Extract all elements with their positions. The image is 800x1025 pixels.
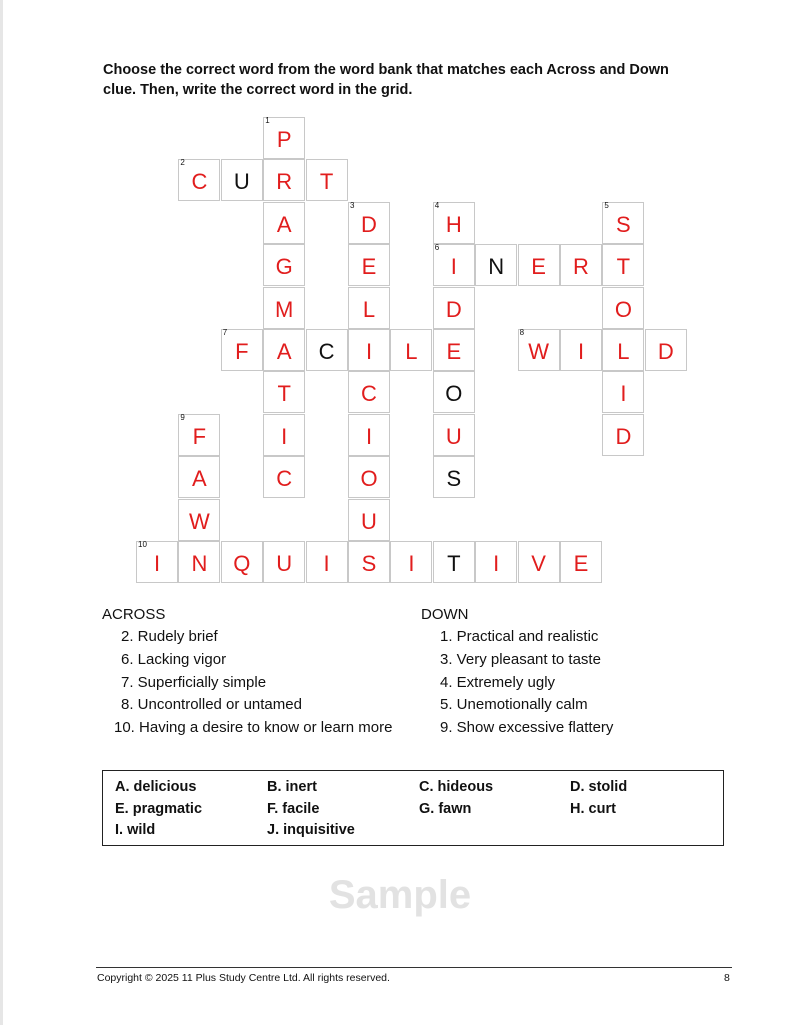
cell-letter: U	[276, 551, 293, 576]
crossword-cell[interactable]	[263, 159, 305, 201]
crossword-cell[interactable]	[433, 371, 475, 413]
cell-letter: S	[616, 211, 631, 237]
cell-letter: N	[191, 551, 208, 576]
crossword-cell[interactable]	[390, 329, 432, 371]
cell-letter: T	[277, 381, 291, 407]
word-bank	[102, 770, 724, 846]
word-bank-item: G. fawn	[419, 801, 472, 817]
crossword-cell[interactable]	[348, 541, 390, 583]
crossword-cell[interactable]	[306, 541, 348, 583]
word-bank-item: B. inert	[267, 779, 317, 795]
cell-letter: E	[573, 551, 589, 576]
clue-number: 4	[434, 200, 440, 210]
cell-letter: O	[614, 296, 632, 322]
cell-letter: C	[318, 339, 335, 364]
cell-letter: P	[276, 127, 292, 152]
crossword-cell[interactable]	[433, 541, 475, 583]
crossword-cell[interactable]	[263, 202, 305, 244]
across-title: ACROSS	[102, 606, 166, 623]
crossword-cell[interactable]	[178, 499, 220, 541]
cell-letter: I	[408, 551, 415, 576]
cell-letter: I	[281, 423, 288, 449]
cell-letter: I	[365, 339, 373, 364]
crossword-cell[interactable]	[348, 371, 390, 413]
crossword-cell[interactable]	[433, 244, 475, 286]
clue-number: 5	[604, 200, 609, 210]
crossword-cell[interactable]	[433, 456, 475, 498]
crossword-cell[interactable]	[263, 456, 305, 498]
clue-number: 9	[180, 412, 185, 422]
crossword-cell[interactable]	[178, 159, 220, 201]
watermark: Sample	[328, 873, 472, 917]
cell-letter: I	[323, 551, 330, 576]
cell-letter: L	[405, 339, 418, 364]
crossword-cell[interactable]	[518, 541, 560, 583]
down-clues	[440, 626, 613, 740]
cell-letter: I	[365, 423, 373, 449]
cell-letter: I	[620, 381, 627, 407]
word-bank-item: A. delicious	[115, 779, 197, 795]
crossword-cell[interactable]	[475, 541, 517, 583]
word-bank-item: I. wild	[115, 822, 156, 838]
crossword-cell[interactable]	[602, 244, 644, 286]
cell-letter: F	[192, 423, 207, 449]
clue-number: 10	[138, 540, 147, 549]
crossword-cell[interactable]	[602, 287, 644, 329]
crossword-cell[interactable]	[560, 329, 602, 371]
crossword-cell[interactable]	[263, 371, 305, 413]
cell-letter: D	[615, 423, 632, 449]
crossword-cell[interactable]	[518, 244, 560, 286]
cell-letter: U	[233, 169, 250, 195]
cell-letter: L	[362, 296, 376, 322]
crossword-cell[interactable]	[560, 244, 602, 286]
crossword-cell[interactable]	[263, 414, 305, 456]
crossword-cell[interactable]	[518, 329, 560, 371]
crossword-cell[interactable]	[306, 329, 348, 371]
cell-letter: U	[361, 508, 377, 534]
word-bank-item: F. facile	[267, 801, 320, 817]
cell-letter: U	[445, 423, 462, 449]
crossword-cell[interactable]	[263, 117, 305, 159]
crossword-cell[interactable]	[602, 371, 644, 413]
clue-number: 8	[519, 328, 525, 337]
cell-letter: A	[276, 339, 292, 364]
cell-letter: I	[493, 551, 500, 576]
cell-letter: D	[361, 211, 377, 237]
crossword-cell[interactable]	[348, 329, 390, 371]
crossword-cell[interactable]	[348, 202, 390, 244]
cell-letter: V	[531, 551, 546, 576]
crossword-cell[interactable]	[263, 244, 305, 286]
crossword-cell[interactable]	[263, 287, 305, 329]
cell-letter: O	[360, 466, 378, 492]
crossword-cell[interactable]	[390, 541, 432, 583]
cell-letter: W	[528, 339, 549, 364]
crossword-cell[interactable]	[178, 456, 220, 498]
crossword-cell[interactable]	[348, 244, 390, 286]
cell-letter: D	[657, 339, 674, 364]
crossword-cell[interactable]	[221, 541, 263, 583]
cell-letter: A	[192, 466, 207, 492]
across-clue: 2. Rudely brief	[121, 628, 218, 645]
cell-letter: I	[450, 254, 457, 280]
crossword-cell[interactable]	[348, 499, 390, 541]
crossword-cell[interactable]	[263, 329, 305, 371]
crossword-cell[interactable]	[221, 159, 263, 201]
word-bank-item: J. inquisitive	[267, 822, 355, 838]
across-clues	[114, 626, 392, 740]
cell-letter: S	[446, 466, 462, 492]
crossword-cell[interactable]	[178, 414, 220, 456]
cell-letter: N	[488, 254, 505, 280]
clue-number: 1	[265, 116, 270, 125]
crossword-cell[interactable]	[602, 414, 644, 456]
down-clue: 4. Extremely ugly	[440, 673, 556, 691]
word-bank-item: H. curt	[570, 801, 616, 817]
cell-letter: M	[275, 296, 294, 322]
cell-letter: W	[189, 508, 210, 534]
down-clue: 1. Practical and realistic	[440, 628, 599, 645]
across-clue: 7. Superficially simple	[121, 673, 267, 691]
cell-letter: E	[531, 254, 546, 280]
copyright-text: Copyright © 2025 11 Plus Study Centre Ltd. All rights reserved.	[97, 972, 390, 984]
cell-letter: C	[361, 381, 377, 407]
cell-letter: S	[361, 551, 377, 576]
clue-number: 2	[180, 158, 185, 168]
crossword-cell[interactable]	[348, 287, 390, 329]
crossword-cell[interactable]	[221, 329, 263, 371]
across-clue: 6. Lacking vigor	[121, 650, 227, 668]
cell-letter: T	[447, 551, 461, 576]
cell-letter: O	[445, 381, 463, 407]
crossword-cell[interactable]	[602, 329, 644, 371]
crossword-cell[interactable]	[306, 159, 348, 201]
cell-letter: G	[275, 254, 293, 280]
across-clue: 8. Uncontrolled or untamed	[121, 696, 302, 714]
clue-number: 3	[350, 200, 355, 210]
across-clue: 10. Having a desire to know or learn more	[114, 719, 393, 737]
down-title: DOWN	[421, 606, 469, 623]
cell-letter: H	[445, 211, 462, 237]
cell-letter: I	[577, 339, 585, 364]
crossword-cell[interactable]	[433, 329, 475, 371]
clue-number: 6	[434, 243, 440, 253]
crossword-cell[interactable]	[433, 287, 475, 329]
down-clue: 5. Unemotionally calm	[440, 696, 588, 714]
cell-letter: E	[361, 254, 377, 280]
cell-letter: F	[235, 339, 249, 364]
crossword-cell[interactable]	[348, 456, 390, 498]
crossword-cell[interactable]	[348, 414, 390, 456]
instructions: Choose the correct word from the word bank that matches each Across and Down clue. Then, write the correct word in the grid.	[103, 62, 669, 98]
cell-letter: T	[319, 169, 334, 195]
cell-letter: C	[276, 466, 293, 492]
word-bank-item: D. stolid	[570, 779, 628, 795]
cell-letter: C	[191, 169, 208, 195]
crossword-cell[interactable]	[433, 202, 475, 244]
down-clue: 3. Very pleasant to taste	[440, 650, 601, 668]
cell-letter: R	[573, 254, 589, 280]
footer-divider	[96, 967, 732, 968]
down-clue: 9. Show excessive flattery	[440, 719, 614, 737]
cell-letter: E	[446, 339, 462, 364]
page-number: 8	[724, 972, 730, 984]
cell-letter: D	[445, 296, 462, 322]
crossword-cell[interactable]	[178, 541, 220, 583]
cell-letter: I	[153, 551, 161, 576]
crossword-cell[interactable]	[602, 202, 644, 244]
cell-letter: L	[617, 339, 630, 364]
crossword-cell[interactable]	[136, 541, 178, 583]
crossword-cell[interactable]	[263, 541, 305, 583]
crossword-cell[interactable]	[475, 244, 517, 286]
cell-letter: Q	[233, 551, 251, 576]
word-bank-item: E. pragmatic	[115, 801, 203, 817]
crossword-cell[interactable]	[645, 329, 687, 371]
cell-letter: T	[616, 254, 631, 280]
word-bank-item: C. hideous	[419, 779, 494, 795]
cell-letter: R	[276, 169, 293, 195]
crossword-cell[interactable]	[433, 414, 475, 456]
clue-number: 7	[222, 328, 228, 337]
cell-letter: A	[276, 211, 292, 237]
crossword-cell[interactable]	[560, 541, 602, 583]
